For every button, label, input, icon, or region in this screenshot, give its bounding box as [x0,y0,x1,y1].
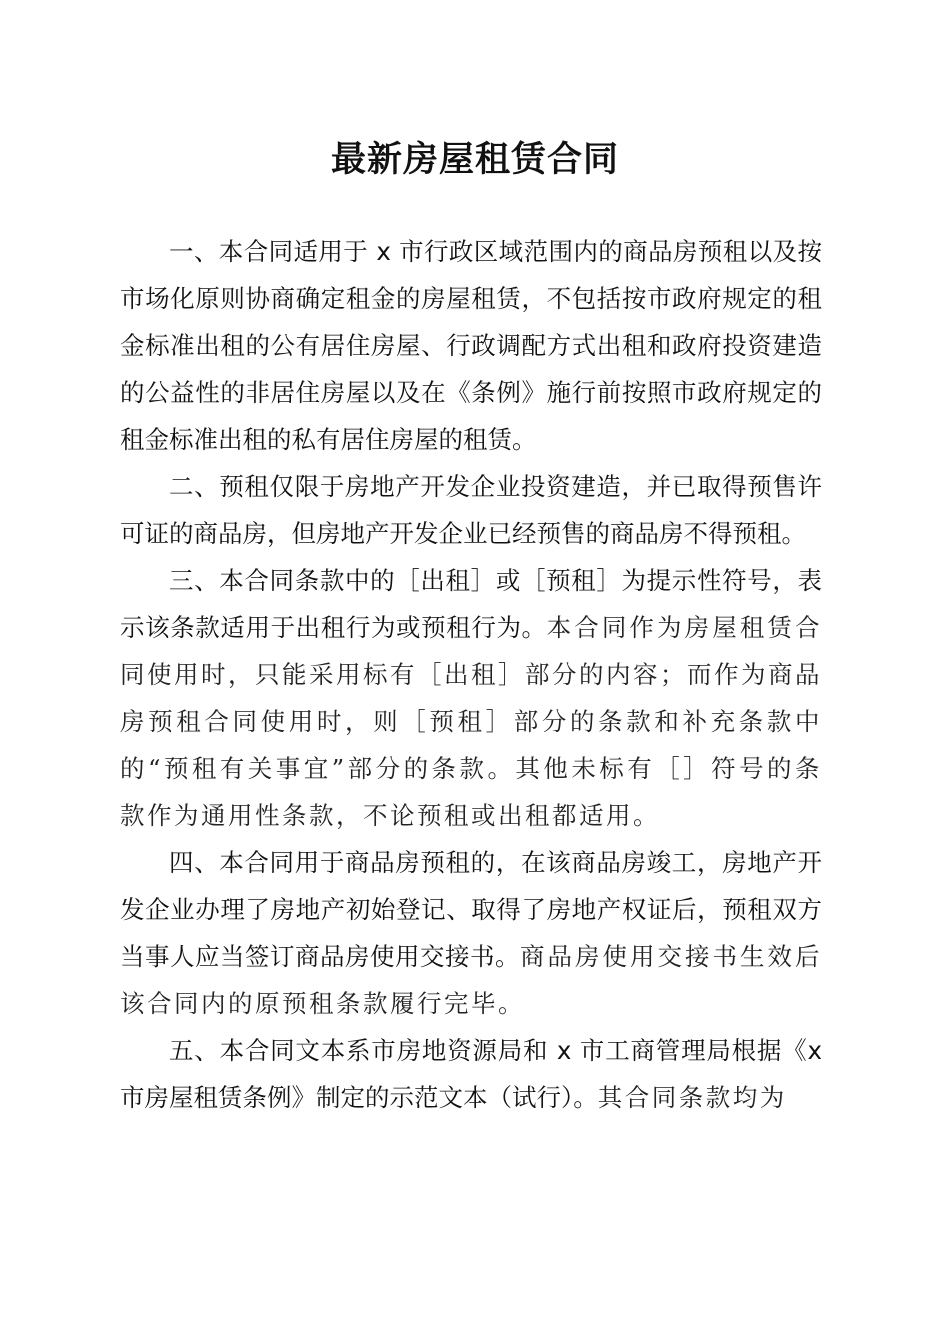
paragraph-5-continuation: 其合同条款均为 [597,1083,787,1112]
paragraph-5 [120,1027,822,1121]
paragraph-3-continuation: 本合同作为房屋租赁合同使用时，只能采用标有［出租］部分的内容；而作为商品房预租合同使用时，则［预租］部分的条款和补充条款中的“预租有关事宜”部分的条款。其他未标有［］符号的条款作为通用性条款，不论预租或出租都适用。 [120,613,823,830]
paragraph-3-text: 三、本合同条款中的［出租］或［预租］为提示性符号，表示该条款适用于出租行为或预租行为。 [120,566,822,642]
paragraph-1 [120,228,822,463]
paragraph-3 [120,557,822,839]
document-body [120,228,822,1121]
paragraph-1-text: 一、本合同适用于 x 市行政区域范围内的商品房预租以及按市场化原则协商确定租金的房屋租赁，不包括按市政府规定的租金标准出租的公有居住房屋、行政调配方式出租和政府投资建造的公益性的非居住房屋以及在《条例》施行前按照市政府规定的租金标准出租的私有居住房屋的租赁。 [120,237,822,454]
paragraph-4-text: 四、本合同用于商品房预租的，在该商品房竣工，房地产开发企业办理了房地产初始登记、取得了房地产权证后，预租双方当事人应当签订商品房使用交接书。 [120,848,822,971]
paragraph-2-text: 二、预租仅限于房地产开发企业投资建造，并已取得预售许可证的商品房，但房地产开发企业已经预售的商品房不得预租。 [120,472,822,548]
paragraph-4 [120,839,822,1027]
paragraph-4-continuation: 商品房使用交接书生效后该合同内的原预租条款履行完毕。 [120,942,822,1018]
document-title: 最新房屋租赁合同 [330,139,619,180]
paragraph-2 [120,463,822,557]
paragraph-5-text: 五、本合同文本系市房地资源局和 x 市工商管理局根据《x 市房屋租赁条例》制定的示范文本（试行）。 [120,1036,822,1112]
